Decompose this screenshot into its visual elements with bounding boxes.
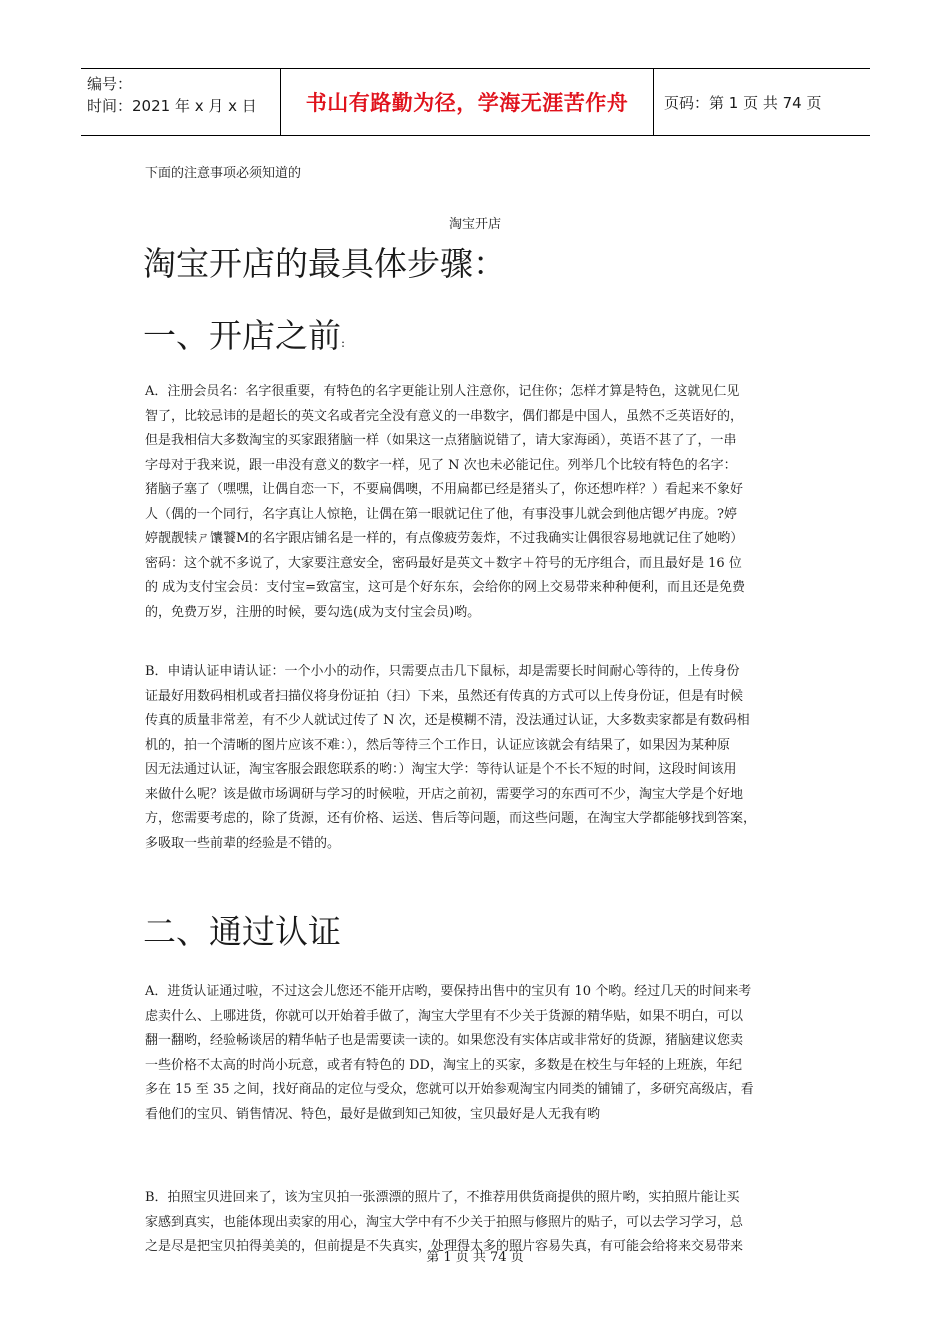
intro-text: 下面的注意事项必须知道的	[145, 166, 302, 181]
paragraph-line: 证最好用数码相机或者扫描仪将身份证拍（扫）下来，虽然还有传真的方式可以上传身份证，但是有时候	[145, 688, 744, 704]
section-two-heading: 二、通过认证	[143, 912, 341, 951]
header-page-label: 页码：第 1 页 共 74 页	[664, 93, 822, 112]
paragraph-line: 密码：这个就不多说了，大家要注意安全，密码最好是英文＋数字＋符号的无序组合，而且最好是 16 位	[145, 555, 742, 571]
header-meta-cell	[81, 69, 281, 135]
paragraph-line: 智了，比较忌讳的是超长的英文名或者完全没有意义的一串数字，偶们都是中国人，虽然不乏英语好的，	[145, 408, 744, 424]
paragraph-line: 机的，拍一个清晰的图片应该不难：），然后等待三个工作日，认证应该就会有结果了，如果因为某种原	[145, 737, 731, 753]
paragraph-line: 因无法通过认证，淘宝客服会跟您联系的哟：）淘宝大学：等待认证是个不长不短的时间，这段时间该用	[145, 762, 737, 777]
page-footer: 第 1 页 共 74 页	[426, 1250, 524, 1265]
paragraph-line: A．进货认证通过啦，不过这会儿您还不能开店哟，要保持出售中的宝贝有 10 个哟。经过几天的时间来考	[145, 984, 752, 999]
paragraph-c	[145, 980, 825, 1127]
section-one-colon: :	[341, 336, 346, 350]
serial-label: 编号：	[87, 75, 133, 93]
paragraph-line: 之是尽是把宝贝拍得美美的，但前提是不失真实，处理得太多的照片容易失真，有可能会给将来交易带来	[145, 1239, 744, 1254]
paragraph-line: 翻一翻哟，经验畅谈居的精华帖子也是需要读一读的。如果您没有实体店或非常好的货源，猪脑建议您卖	[145, 1033, 744, 1048]
paragraph-line: B．申请认证申请认证：一个小小的动作，只需要点击几下鼠标，却是需要长时间耐心等待的，上传身份	[145, 664, 740, 679]
paragraph-line: 看他们的宝贝、销售情况、特色，最好是做到知己知彼，宝贝最好是人无我有哟	[145, 1106, 601, 1122]
paragraph-line: A．注册会员名：名字很重要，有特色的名字更能让别人注意你，记住你；怎样才算是特色，这就见仁见	[145, 384, 740, 399]
section-one-heading-text: 一、开店之前	[143, 316, 341, 355]
paragraph-line: 传真的质量非常差，有不少人就试过传了 N 次，还是模糊不清，没法通过认证，大多数卖家都是有数码相	[145, 713, 750, 728]
paragraph-line: 虑卖什么、上哪进货，你就可以开始着手做了，淘宝大学里有不少关于货源的精华贴，如果不明白，可以	[145, 1008, 744, 1024]
header-motto: 书山有路勤为径，学海无涯苦作舟	[281, 69, 654, 135]
paragraph-line: 一些价格不太高的时尚小玩意，或者有特色的 DD，淘宝上的买家，多数是在校生与年轻的上班族，年纪	[145, 1057, 742, 1073]
time-label: 时间：2021 年 x 月 x 日	[87, 97, 257, 115]
paragraph-line: 但是我相信大多数淘宝的买家跟猪脑一样（如果这一点猪脑说错了，请大家海函），英语不甚了了，一串	[145, 433, 737, 448]
section-one-heading	[143, 312, 345, 367]
paragraph-line: 方，您需要考虑的，除了货源，还有价格、运送、售后等问题，而这些问题，在淘宝大学都能够找到答案，	[145, 811, 757, 826]
paragraph-line: 字母对于我来说，跟一串没有意义的数字一样，见了 N 次也未必能记住。列举几个比较有特色的名字：	[145, 457, 737, 473]
paragraph-line: 家感到真实，也能体现出卖家的用心，淘宝大学中有不少关于拍照与修照片的贴子，可以去学习学习，总	[145, 1214, 744, 1230]
paragraph-line: 婷靓靓犊ㄕ馕饕M的名字跟店铺名是一样的，有点像疲劳轰炸，不过我确实让偶很容易地就记住了她哟）	[145, 531, 744, 546]
paragraph-line: 多吸取一些前辈的经验是不错的。	[145, 835, 341, 851]
paragraph-line: 的，免费万岁，注册的时候，要勾选(成为支付宝会员)哟。	[145, 604, 481, 620]
paragraph-line: 的 成为支付宝会员：支付宝=致富宝，这可是个好东东，会给你的网上交易带来种种便利，而且还是免费	[145, 580, 746, 595]
paragraph-b	[145, 660, 825, 856]
document-header	[81, 68, 870, 136]
paragraph-line: 来做什么呢？该是做市场调研与学习的时候啦，开店之前初，需要学习的东西可不少，淘宝大学是个好地	[145, 786, 744, 802]
document-title: 淘宝开店的最具体步骤：	[143, 244, 506, 283]
paragraph-line: 多在 15 至 35 之间，找好商品的定位与受众，您就可以开始参观淘宝内同类的铺铺了，多研究高级店，看	[145, 1082, 754, 1097]
paragraph-line: 猪脑子塞了（嘿嘿，让偶自恋一下，不要扁偶噢，不用扁都已经是猪头了，你还想咋样？）看起来不象好	[145, 482, 744, 497]
paragraph-line: 人（偶的一个同行，名字真让人惊艳，让偶在第一眼就记住了他，有事没事儿就会到他店锶ゲ冉庞。?婷	[145, 506, 737, 522]
paragraph-line: B．拍照宝贝进回来了，该为宝贝拍一张漂漂的照片了，不推荐用供货商提供的照片哟，实拍照片能让买	[145, 1190, 740, 1205]
paragraph-a	[145, 380, 825, 625]
center-label: 淘宝开店	[448, 217, 501, 232]
